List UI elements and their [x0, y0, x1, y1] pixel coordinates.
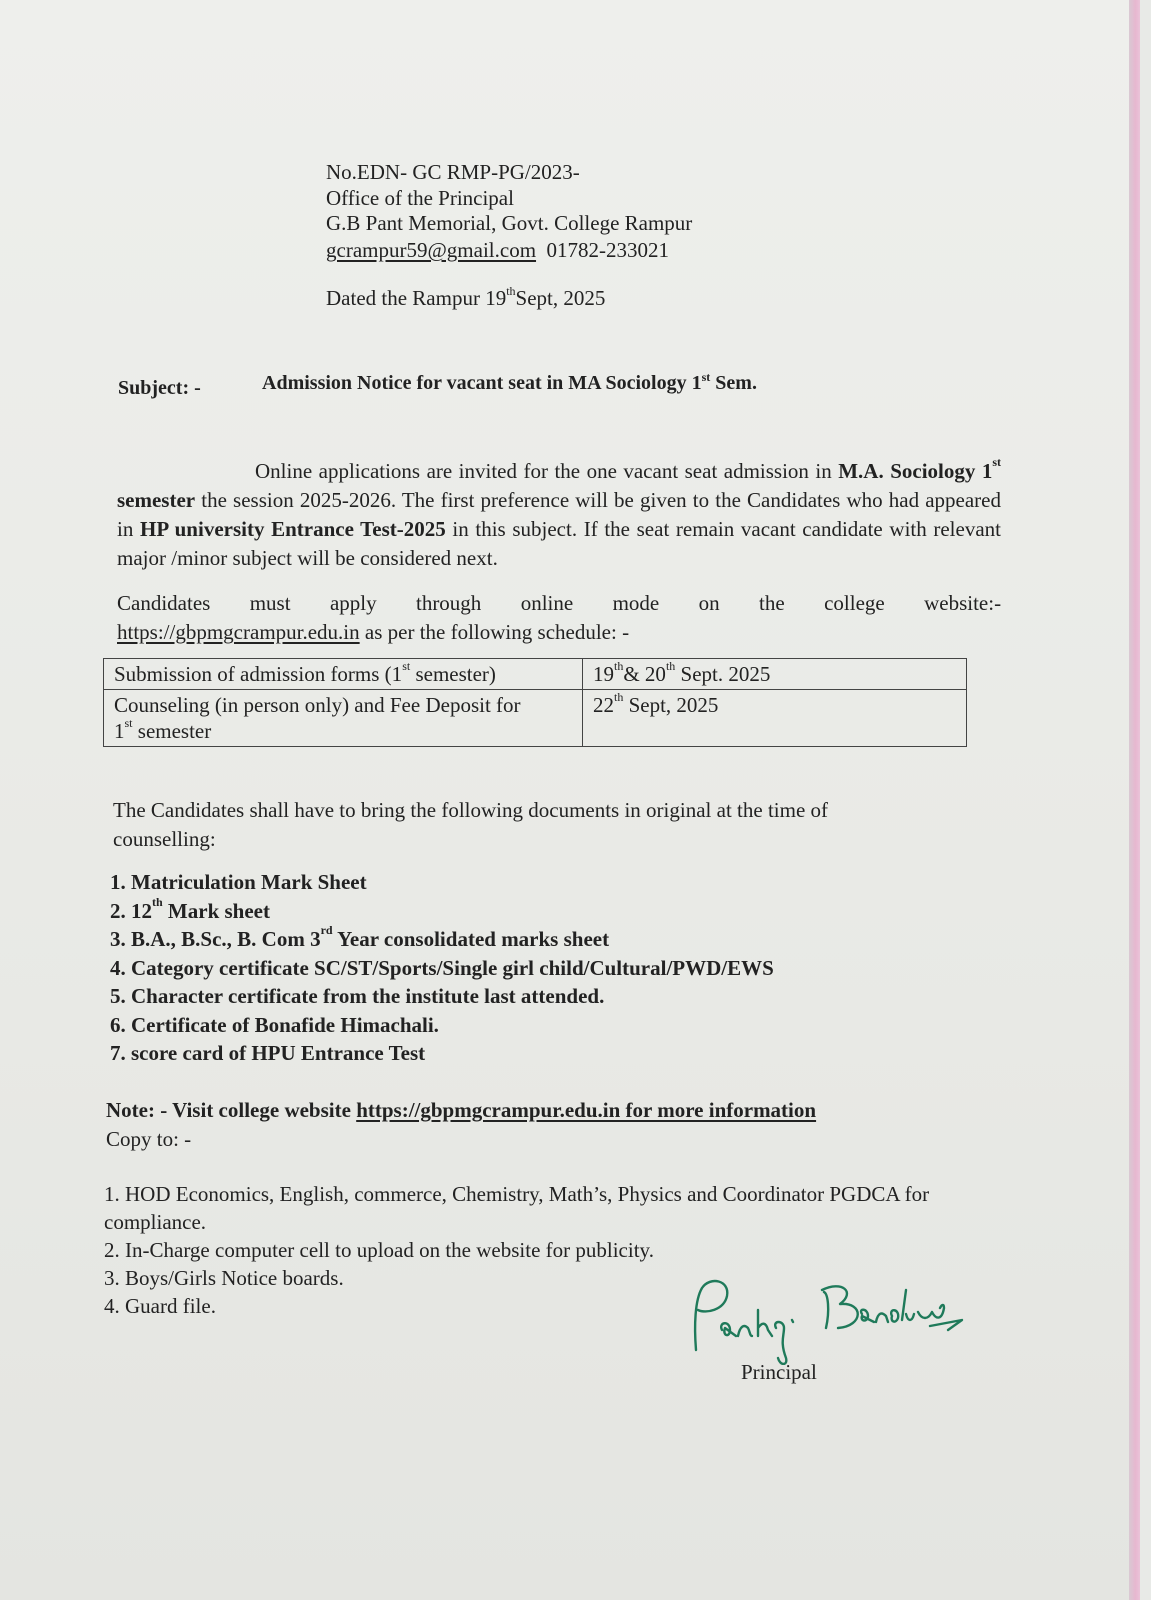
phone-number: 01782-233021	[546, 238, 670, 262]
schedule-date	[583, 659, 967, 690]
document-text: Mark sheet	[162, 898, 270, 923]
page-edge	[1129, 0, 1140, 1600]
document-item	[110, 1011, 774, 1040]
event-sup: st	[124, 716, 133, 730]
copy-to-item: 4. Guard file.	[104, 1294, 216, 1318]
intro-text-2: the session 2025-2026. The first preference will be given to the Candidates who had appeared in	[117, 488, 1001, 541]
apply-word: apply	[329, 591, 377, 615]
principal-signature	[692, 1270, 982, 1365]
apply-rest: as per the following schedule: -	[359, 620, 630, 644]
apply-word: online	[520, 591, 574, 615]
date-suffix: Sept, 2025	[515, 286, 606, 310]
note-line	[106, 1098, 816, 1123]
copy-to-label: Copy to: -	[106, 1127, 192, 1151]
event-text: semester	[132, 719, 212, 743]
college-name: G.B Pant Memorial, Govt. College Rampur	[326, 211, 693, 235]
table-row	[104, 690, 967, 747]
schedule-date	[583, 690, 967, 747]
apply-paragraph	[117, 589, 1001, 647]
subject-text-a: Admission Notice for vacant seat in MA Sociology 1	[262, 372, 702, 394]
email-link[interactable]: gcrampur59@gmail.com	[326, 238, 537, 262]
date-sup: th	[614, 690, 624, 704]
note-prefix: Note: - Visit college website	[106, 1098, 357, 1122]
schedule-event	[104, 690, 583, 747]
document-item	[110, 925, 774, 954]
apply-line-1	[117, 589, 1001, 618]
contact-line	[326, 238, 669, 263]
event-text: 1	[114, 719, 125, 743]
date-prefix: Dated the Rampur 19	[326, 286, 507, 310]
date-sup: th	[665, 659, 676, 673]
document-item	[110, 894, 774, 926]
documents-list	[110, 868, 774, 1068]
document-text: 2. 12	[110, 898, 152, 923]
document-item	[110, 868, 774, 897]
college-website-link[interactable]: https://gbpmgcrampur.edu.in	[117, 620, 360, 644]
date-sup: th	[614, 659, 624, 673]
schedule-table	[103, 658, 967, 747]
subject-sup: st	[701, 370, 711, 384]
intro-sup: st	[992, 455, 1002, 469]
document-text: Year consolidated marks sheet	[332, 927, 610, 951]
apply-word: the	[759, 591, 785, 615]
apply-word: college	[824, 591, 885, 615]
table-row	[104, 659, 967, 690]
apply-word: through	[415, 591, 482, 615]
document-item	[110, 982, 774, 1011]
intro-paragraph	[117, 457, 1001, 573]
copy-to-item: 2. In-Charge computer cell to upload on the website for publicity.	[104, 1238, 654, 1262]
document-text: 3. B.A., B.Sc., B. Com 3	[110, 927, 321, 951]
subject-text-b: Sem.	[710, 372, 757, 394]
reference-number: No.EDN- GC RMP-PG/2023-	[326, 160, 580, 184]
document-text: 6. Certificate of Bonafide Himachali.	[110, 1012, 439, 1037]
document-item	[110, 954, 774, 983]
date-sup: th	[506, 284, 516, 298]
event-text: semester)	[410, 662, 496, 686]
note-website-link[interactable]: https://gbpmgcrampur.edu.in for more information	[356, 1098, 817, 1122]
intro-bold-ma: M.A.	[838, 459, 884, 483]
date-text: Sept, 2025	[623, 693, 719, 717]
apply-word: website:-	[924, 591, 1002, 615]
event-sup: st	[402, 659, 411, 673]
date-line	[326, 286, 605, 311]
intro-bold-hpu: HP university Entrance Test-2025	[139, 517, 446, 541]
apply-word: must	[249, 591, 291, 615]
document-text: 1. Matriculation Mark Sheet	[110, 870, 367, 894]
date-text: 19	[593, 662, 614, 686]
apply-word: on	[698, 591, 720, 615]
copy-to-item: 1. HOD Economics, English, commerce, Chemistry, Math’s, Physics and Coordinator PGDCA for compliance.	[104, 1182, 930, 1234]
document-text: 4. Category certificate SC/ST/Sports/Single girl child/Cultural/PWD/EWS	[110, 955, 774, 980]
document-item	[110, 1039, 774, 1068]
date-text: 22	[593, 693, 614, 717]
document-text: 7. score card of HPU Entrance Test	[110, 1041, 426, 1065]
document-sup: rd	[320, 923, 333, 937]
document-sup: th	[152, 894, 163, 909]
document-text: 5. Character certificate from the institute last attended.	[110, 984, 605, 1008]
apply-line-2	[117, 618, 1001, 647]
subject-text	[262, 372, 757, 395]
event-text: Submission of admission forms (1	[114, 662, 403, 686]
schedule-event	[104, 659, 583, 690]
intro-text-3: in this subject. If the seat remain vacant candidate with relevant major /minor subject will be considered next.	[117, 517, 1001, 570]
apply-word: Candidates	[117, 591, 211, 615]
intro-bold-sociology: Sociology 1	[890, 459, 993, 483]
subject-label: Subject: -	[118, 377, 201, 399]
documents-intro: The Candidates shall have to bring the following documents in original at the time of counselling:	[113, 798, 829, 851]
event-text: Counseling (in person only) and Fee Deposit for	[114, 693, 521, 717]
date-text: & 20	[623, 662, 666, 686]
intro-bold-semester: semester	[117, 488, 196, 512]
intro-text-1: Online applications are invited for the one vacant seat admission in	[255, 459, 839, 483]
copy-to-item: 3. Boys/Girls Notice boards.	[104, 1266, 344, 1290]
date-text: Sept. 2025	[675, 662, 771, 686]
apply-word: mode	[612, 591, 660, 615]
principal-designation: Principal	[741, 1360, 817, 1384]
office-name: Office of the Principal	[326, 186, 514, 210]
